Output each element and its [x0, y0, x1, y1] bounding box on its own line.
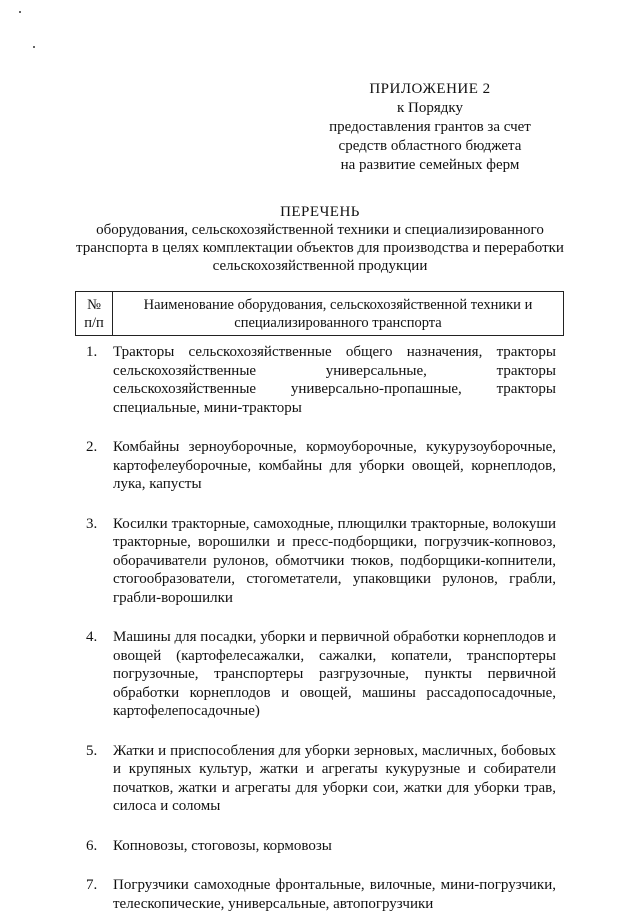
list-item [86, 876, 556, 913]
list-item [86, 628, 556, 721]
appendix-title: ПРИЛОЖЕНИЕ 2 [369, 81, 491, 97]
item-number: 6. [86, 837, 98, 854]
item-number: 2. [86, 439, 98, 455]
item-text: Машины для посадки, уборки и первичной обработки корнеплодов и овощей (картофелесажалки, сажалки, копатели, транспортеры погрузочные, транспортеры разгрузочные, пункты первичной обработки корнеплодов и овощей, машины рассадопосадочные, картофелепосадочные) [113, 629, 556, 719]
name-column-header [113, 292, 563, 335]
item-number: 1. [86, 344, 98, 360]
document-heading [50, 203, 590, 275]
appendix-block [300, 80, 560, 175]
scan-speck [19, 11, 21, 13]
heading-title: ПЕРЕЧЕНЬ [280, 204, 360, 220]
item-number: 3. [86, 515, 98, 532]
name-header-line: специализированного транспорта [234, 315, 442, 331]
item-text: Тракторы сельскохозяйственные общего назначения, тракторы сельскохозяйственные универсальные, тракторы сельскохозяйственные универсально-пропашные, тракторы специальные, мини-тракторы [113, 344, 556, 416]
heading-line: транспорта в целях комплектации объектов для производства и переработки [76, 240, 564, 256]
number-header-line: п/п [84, 315, 104, 331]
heading-line: сельскохозяйственной продукции [212, 258, 428, 274]
item-number: 4. [86, 629, 98, 645]
item-text: Комбайны зерноуборочные, кормоуборочные, кукурузоуборочные, картофелеуборочные, комбайны для уборки овощей, корнеплодов, лука, капусты [113, 439, 556, 492]
number-header-line: № [87, 297, 101, 313]
list-item [86, 343, 556, 417]
number-column-header [76, 292, 113, 335]
list-item [86, 438, 556, 494]
list-item [86, 742, 556, 816]
heading-line: оборудования, сельскохозяйственной техники и специализированного [96, 222, 544, 238]
appendix-line: средств областного бюджета [338, 138, 522, 154]
list-item [86, 837, 556, 856]
list-item [86, 515, 556, 608]
item-text: Копновозы, стоговозы, кормовозы [113, 837, 332, 854]
equipment-list [86, 343, 556, 913]
item-number: 5. [86, 742, 98, 759]
item-number: 7. [86, 877, 98, 893]
appendix-line: к Порядку [397, 100, 463, 116]
item-text: Жатки и приспособления для уборки зерновых, масличных, бобовых и крупяных культур, жатки и агрегаты кукурузные и собиратели початков, жатки и агрегаты для уборки сои, жатки для уборки трав, силоса и соломы [113, 742, 556, 814]
item-text: Косилки тракторные, самоходные, плющилки тракторные, волокуши тракторные, ворошилки и пресс-подборщики, погрузчик-копновоз, оборачиватели рулонов, обмотчики тюков, подборщики-копнители, стогообразователи, стогометатели, упаковщики рулонов, грабли, грабли-ворошилки [113, 515, 556, 606]
appendix-line: предоставления грантов за счет [329, 119, 531, 135]
name-header-line: Наименование оборудования, сельскохозяйственной техники и [143, 297, 533, 313]
item-text: Погрузчики самоходные фронтальные, вилочные, мини-погрузчики, телескопические, универсальные, автопогрузчики [113, 877, 556, 912]
scan-speck [33, 46, 35, 48]
table-header [75, 291, 564, 336]
appendix-line: на развитие семейных ферм [340, 157, 520, 173]
